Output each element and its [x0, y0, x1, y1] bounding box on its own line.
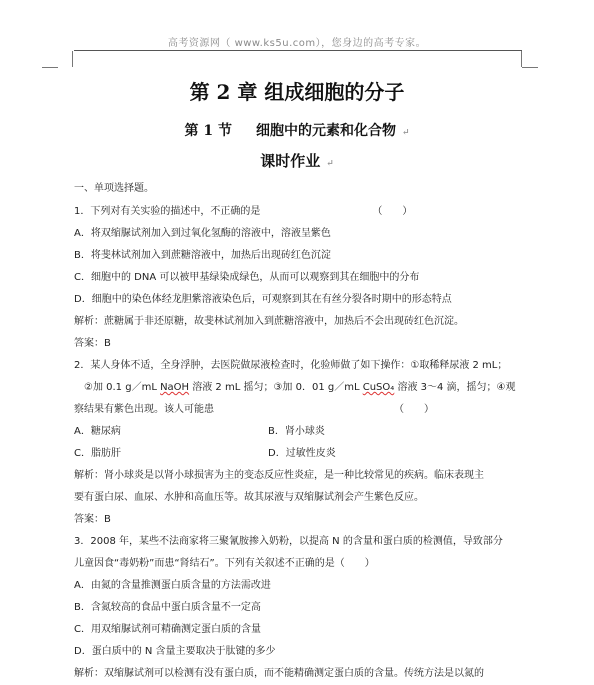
q2-option-a: A．糖尿病 [74, 426, 121, 437]
q3-analysis: 解析：双缩脲试剂可以检测有没有蛋白质，而不能精确测定蛋白质的含量。传统方法是以氮的 [74, 668, 484, 679]
q2-line2-a: ②加 0.1 g／mL [84, 382, 161, 393]
q2-option-c: C．脂肪肝 [74, 448, 121, 459]
q1-stem-text: 1．下列对有关实验的描述中，不正确的是 [74, 206, 261, 217]
q2-option-b: B．肾小球炎 [268, 426, 325, 437]
q1-stem [74, 205, 412, 219]
section-number: 第 1 节 [184, 123, 232, 139]
q3-option-d: D．蛋白质中的 N 含量主要取决于肽键的多少 [74, 646, 276, 657]
q2-naoh: NaOH [160, 382, 190, 393]
q1-answer: 答案：B [74, 338, 111, 349]
q1-option-d: D．细胞中的染色体经龙胆紫溶液染色后，可观察到其在有丝分裂各时期中的形态特点 [74, 294, 452, 305]
margin-corner-right-h [522, 67, 538, 68]
q2-option-d: D．过敏性皮炎 [268, 448, 336, 459]
header-rule [74, 50, 522, 51]
q2-line3 [74, 403, 434, 417]
q1-paren: （ ） [372, 206, 413, 217]
q1-option-a: A．将双缩脲试剂加入到过氧化氢酶的溶液中，溶液呈紫色 [74, 228, 331, 239]
q3-line1: 3．2008 年，某些不法商家将三聚氰胺掺入奶粉，以提高 N 的含量和蛋白质的检测值，导致部分 [74, 536, 503, 547]
page-header-source: 高考资源网（ www.ks5u.com），您身边的高考专家。 [167, 38, 427, 49]
q3-option-c: C．用双缩脲试剂可精确测定蛋白质的含量 [74, 624, 261, 635]
chapter-title [0, 76, 594, 105]
q2-line1: 2．某人身体不适，全身浮肿，去医院做尿液检查时，化验师做了如下操作：①取稀释尿液 2 mL； [74, 360, 508, 371]
q1-analysis: 解析：蔗糖属于非还原糖，故斐林试剂加入到蔗糖溶液中，加热后不会出现砖红色沉淀。 [74, 316, 464, 327]
q1-option-b: B．将斐林试剂加入到蔗糖溶液中，加热后出现砖红色沉淀 [74, 250, 331, 261]
margin-corner-left [57, 51, 73, 67]
section-name: 细胞中的元素和化合物 [255, 123, 396, 139]
q2-analysis-line2: 要有蛋白尿、血尿、水肿和高血压等。故其尿液与双缩脲试剂会产生紫色反应。 [74, 492, 424, 503]
q3-option-a: A．由氮的含量推测蛋白质含量的方法需改进 [74, 580, 271, 591]
q2-analysis-line1: 解析：肾小球炎是以肾小球损害为主的变态反应性炎症，是一种比较常见的疾病。临床表现主 [74, 470, 484, 481]
margin-corner-right [521, 51, 537, 67]
homework-title-text: 课时作业 [260, 152, 321, 170]
q2-cuso4: CuSO₄ [362, 382, 395, 393]
q2-line3-text: 察结果有紫色出现。该人可能患 [74, 404, 214, 415]
q2-line2 [84, 381, 516, 395]
section-title: 第 1 节 细胞中的元素和化合物 ↵ [184, 123, 410, 139]
chapter-title-text: 第 2 章 组成细胞的分子 [189, 80, 405, 104]
q2-line2-b: 溶液 2 mL 摇匀；③加 0．01 g／mL [189, 382, 363, 393]
q2-answer: 答案：B [74, 514, 111, 525]
q3-option-b: B．含氮较高的食品中蛋白质含量不一定高 [74, 602, 261, 613]
homework-title: 课时作业 ↵ [260, 152, 334, 170]
part-heading: 一、单项选择题。 [74, 183, 154, 194]
margin-corner-left-h [42, 67, 58, 68]
q3-line2: 儿童因食“毒奶粉”而患“肾结石”。下列有关叙述不正确的是（ ） [74, 558, 375, 569]
q2-paren: （ ） [394, 404, 434, 415]
q1-option-c: C．细胞中的 DNA 可以被甲基绿染成绿色，从而可以观察到其在细胞中的分布 [74, 272, 420, 283]
q2-line2-c: 溶液 3～4 滴，摇匀；④观 [394, 382, 516, 393]
